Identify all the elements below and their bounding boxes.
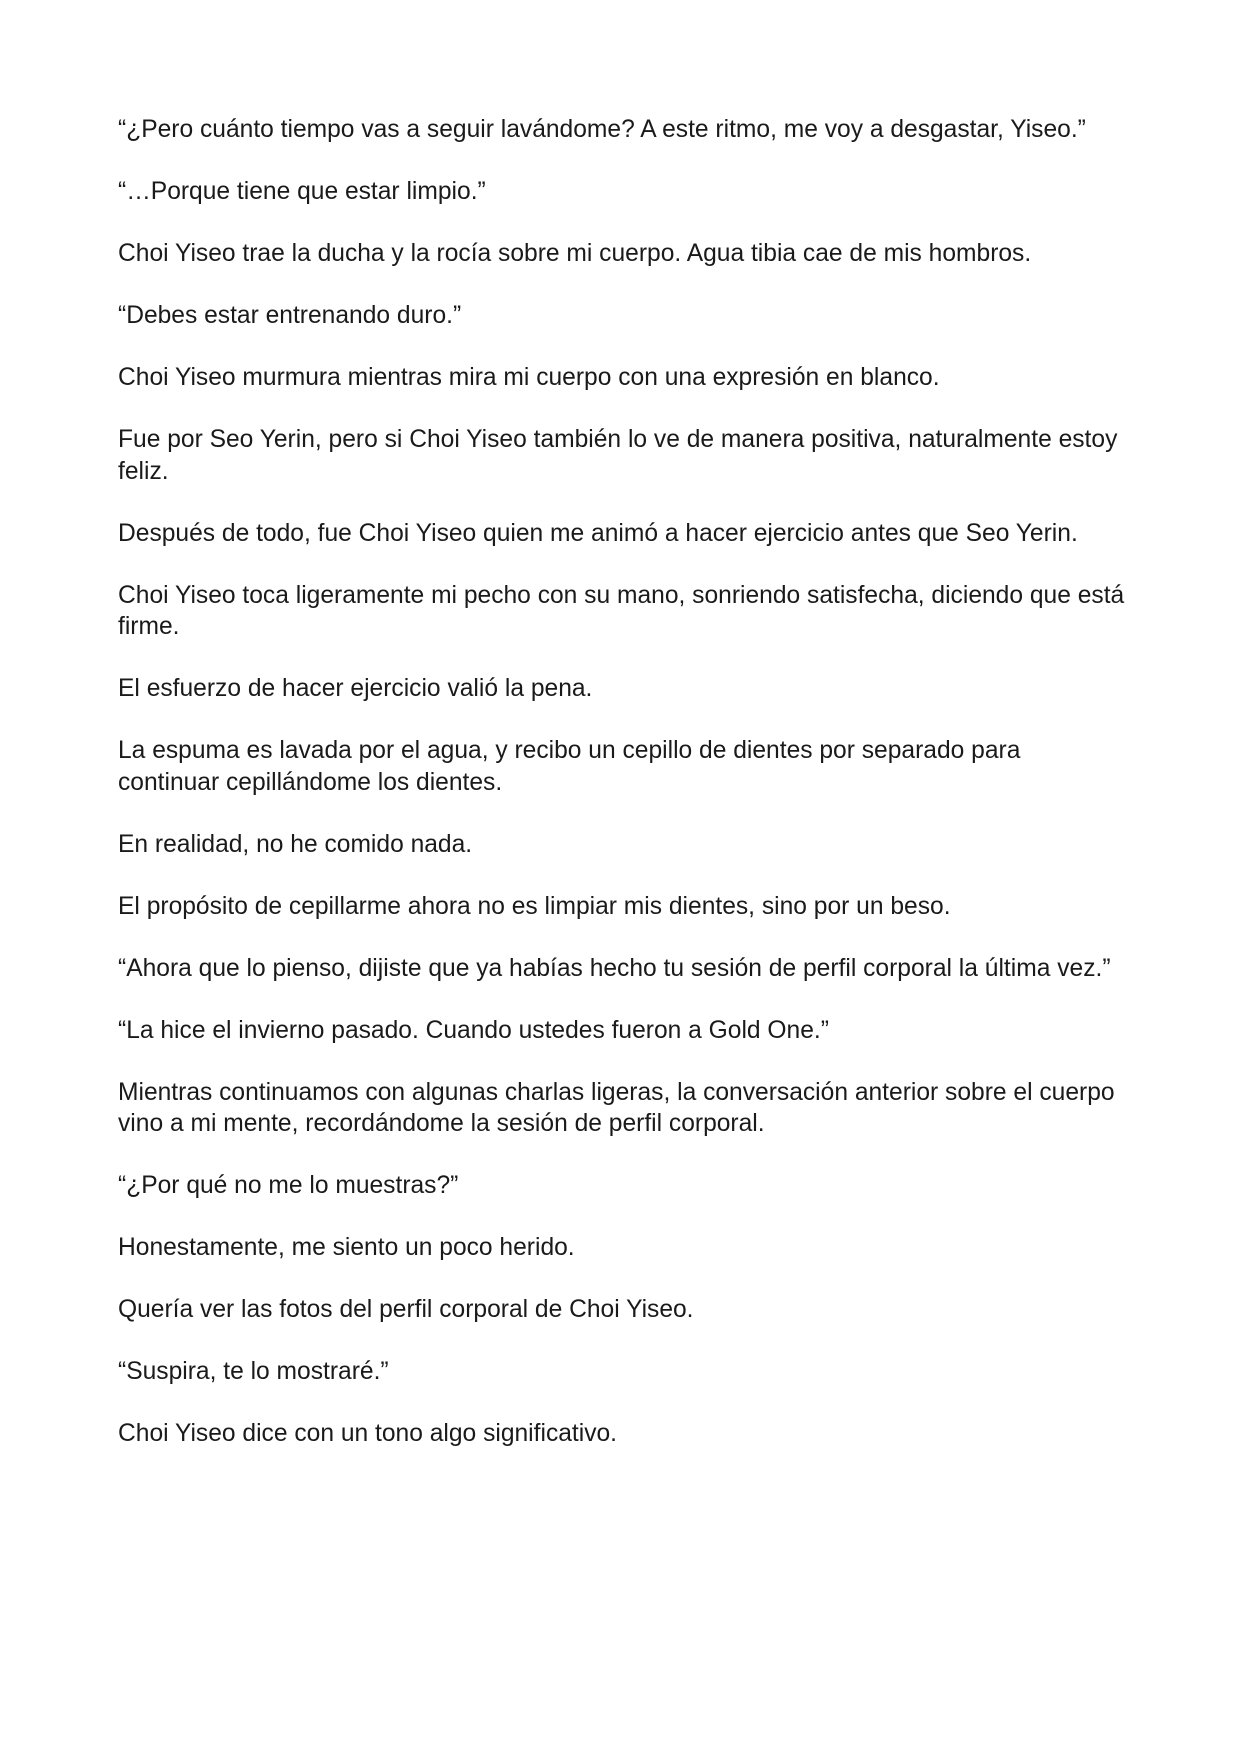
paragraph-7: Después de todo, fue Choi Yiseo quien me animó a hacer ejercicio antes que Seo Yerin. (118, 519, 1078, 547)
paragraph-16: “¿Por qué no me lo muestras?” (118, 1172, 459, 1199)
paragraph-19: “Suspira, te lo mostraré.” (118, 1358, 389, 1385)
paragraph-13: “Ahora que lo pienso, dijiste que ya habías hecho tu sesión de perfil corporal la última vez.” (118, 954, 1111, 982)
paragraph-14: “La hice el invierno pasado. Cuando ustedes fueron a Gold One.” (118, 1016, 829, 1044)
paragraph-8: Choi Yiseo toca ligeramente mi pecho con su mano, sonriendo satisfecha, diciendo que está firme. (118, 581, 1125, 640)
paragraph-12: El propósito de cepillarme ahora no es limpiar mis dientes, sino por un beso. (118, 892, 951, 920)
paragraph-18: Quería ver las fotos del perfil corporal de Choi Yiseo. (118, 1296, 694, 1323)
document-body (118, 114, 1128, 1480)
paragraph-1: “¿Pero cuánto tiempo vas a seguir lavándome? A este ritmo, me voy a desgastar, Yiseo.” (118, 116, 1086, 143)
paragraph-17: Honestamente, me siento un poco herido. (118, 1234, 575, 1261)
paragraph-3: Choi Yiseo trae la ducha y la rocía sobre mi cuerpo. Agua tibia cae de mis hombros. (118, 240, 1032, 267)
paragraph-10: La espuma es lavada por el agua, y recibo un cepillo de dientes por separado para continuar cepillándome los dientes. (118, 737, 1021, 796)
paragraph-20: Choi Yiseo dice con un tono algo significativo. (118, 1420, 618, 1447)
paragraph-6: Fue por Seo Yerin, pero si Choi Yiseo también lo ve de manera positiva, naturalmente estoy feliz. (118, 426, 1118, 485)
paragraph-9: El esfuerzo de hacer ejercicio valió la pena. (118, 675, 593, 702)
paragraph-4: “Debes estar entrenando duro.” (118, 302, 462, 329)
paragraph-15: Mientras continuamos con algunas charlas ligeras, la conversación anterior sobre el cuerpo vino a mi mente, recordándome la sesión de perfil corporal. (118, 1078, 1115, 1137)
paragraph-5: Choi Yiseo murmura mientras mira mi cuerpo con una expresión en blanco. (118, 364, 940, 391)
paragraph-11: En realidad, no he comido nada. (118, 830, 473, 858)
paragraph-2: “…Porque tiene que estar limpio.” (118, 178, 486, 205)
